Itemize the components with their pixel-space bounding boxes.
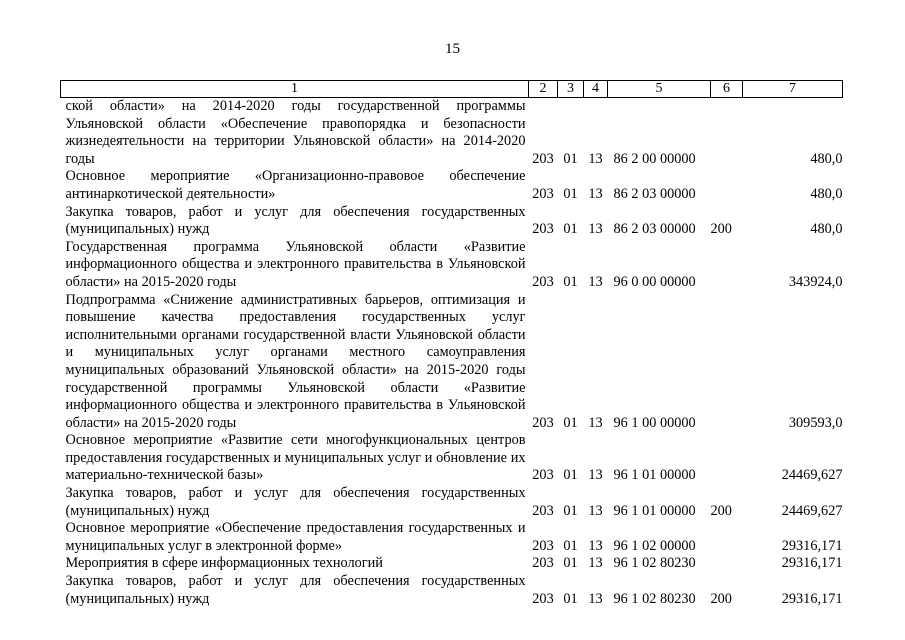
row-code-2: 203	[532, 537, 554, 554]
row-code-4: 13	[588, 185, 603, 202]
header-cell-6: 6	[711, 81, 743, 98]
row-code-4: 13	[588, 555, 603, 572]
row-code-3: 01	[563, 150, 578, 167]
row-code-2: 203	[532, 185, 554, 202]
row-amount: 24469,627	[781, 502, 843, 519]
row-name: Основное мероприятие «Развитие сети многофункциональных центров предоставления государственных и муниципальных услуг и обновление их материально-технической базы»	[65, 432, 526, 484]
row-code-6: 200	[710, 590, 732, 607]
row-code-6	[711, 555, 743, 573]
row-amount: 29316,171	[781, 537, 843, 554]
row-code-6	[711, 432, 743, 485]
header-cell-2: 2	[529, 81, 558, 98]
row-code-5: 96 1 02 80230	[613, 590, 696, 607]
row-code-3: 01	[563, 502, 578, 519]
table-row	[61, 98, 843, 169]
row-code-4: 13	[588, 150, 603, 167]
row-name: ской области» на 2014-2020 годы государственной программы Ульяновской области «Обеспечение правопорядка и безопасности жизнедеятельности на территории Ульяновской области» на 2014-2020 годы	[65, 98, 526, 167]
row-code-4: 13	[588, 221, 603, 238]
table-row	[61, 168, 843, 203]
row-code-5: 86 2 03 00000	[613, 221, 696, 238]
row-code-4: 13	[588, 467, 603, 484]
header-cell-1: 1	[61, 81, 529, 98]
row-code-5: 86 2 00 00000	[613, 150, 696, 167]
table-row	[61, 520, 843, 555]
row-code-5: 96 1 01 00000	[613, 502, 696, 519]
row-amount: 29316,171	[781, 555, 843, 572]
row-code-6: 200	[710, 502, 732, 519]
row-code-4: 13	[588, 273, 603, 290]
header-cell-3: 3	[558, 81, 584, 98]
table-row	[61, 239, 843, 292]
table-row	[61, 485, 843, 520]
row-name: Закупка товаров, работ и услуг для обеспечения государственных (муниципальных) нужд	[65, 573, 526, 607]
row-code-2: 203	[532, 590, 554, 607]
row-code-3: 01	[563, 185, 578, 202]
table-row	[61, 432, 843, 485]
row-code-6: 200	[710, 221, 732, 238]
row-code-3: 01	[563, 537, 578, 554]
row-name: Государственная программа Ульяновской области «Развитие информационного общества и электронного правительства в Ульяновской области» на 2015-2020 годы	[65, 238, 526, 290]
row-code-3: 01	[563, 273, 578, 290]
table-row	[61, 555, 843, 573]
row-name: Основное мероприятие «Обеспечение предоставления государственных и муниципальных услуг в электронной форме»	[65, 520, 526, 554]
row-code-2: 203	[532, 555, 554, 572]
row-code-3: 01	[563, 414, 578, 431]
row-name: Основное мероприятие «Организационно-правовое обеспечение антинаркотической деятельности»	[65, 168, 526, 202]
row-code-5: 96 1 02 80230	[613, 555, 696, 572]
row-code-6	[711, 292, 743, 433]
row-code-2: 203	[532, 273, 554, 290]
row-code-5: 96 1 00 00000	[613, 414, 696, 431]
budget-table	[60, 80, 843, 608]
row-code-5: 96 1 02 00000	[613, 537, 696, 554]
row-code-2: 203	[532, 150, 554, 167]
row-amount: 24469,627	[781, 467, 843, 484]
header-cell-4: 4	[584, 81, 608, 98]
row-code-3: 01	[563, 467, 578, 484]
row-code-2: 203	[532, 502, 554, 519]
row-code-3: 01	[563, 555, 578, 572]
row-code-3: 01	[563, 221, 578, 238]
row-name: Закупка товаров, работ и услуг для обеспечения государственных (муниципальных) нужд	[65, 203, 526, 238]
row-code-2: 203	[532, 467, 554, 484]
row-code-5: 96 1 01 00000	[613, 467, 696, 484]
row-code-6	[711, 168, 743, 203]
table-row	[61, 573, 843, 608]
row-code-4: 13	[588, 502, 603, 519]
row-code-4: 13	[588, 537, 603, 554]
row-code-2: 203	[532, 414, 554, 431]
row-name: Закупка товаров, работ и услуг для обеспечения государственных (муниципальных) нужд	[65, 485, 526, 519]
row-amount: 309593,0	[788, 414, 843, 431]
header-cell-7: 7	[743, 81, 843, 98]
row-amount: 480,0	[810, 185, 843, 202]
page-number: 15	[445, 41, 460, 57]
header-row	[61, 81, 843, 98]
row-code-3: 01	[563, 590, 578, 607]
row-code-6	[711, 239, 743, 292]
row-amount: 480,0	[810, 150, 843, 167]
row-code-2: 203	[532, 221, 554, 238]
row-code-4: 13	[588, 590, 603, 607]
row-code-6	[711, 98, 743, 169]
row-code-4: 13	[588, 414, 603, 431]
row-code-5: 86 2 03 00000	[613, 185, 696, 202]
table-row	[61, 204, 843, 239]
row-name: Подпрограмма «Снижение административных барьеров, оптимизация и повышение качества предоставления государственных услуг исполнительными органами государственной власти Ульяновской области и муниципальных услуг органами местного самоуправления муниципальных образований Ульяновской области» на 2015-2020 годы государственной программы Ульяновской области «Развитие информационного общества и электронного правительства в Ульяновской области» на 2015-2020 годы	[65, 291, 526, 431]
row-name: Мероприятия в сфере информационных технологий	[65, 555, 383, 572]
table-row	[61, 292, 843, 433]
header-cell-5: 5	[608, 81, 711, 98]
row-code-6	[711, 520, 743, 555]
row-code-5: 96 0 00 00000	[613, 273, 696, 290]
row-amount: 29316,171	[781, 590, 843, 607]
row-amount: 343924,0	[788, 273, 843, 290]
row-amount: 480,0	[810, 221, 843, 238]
